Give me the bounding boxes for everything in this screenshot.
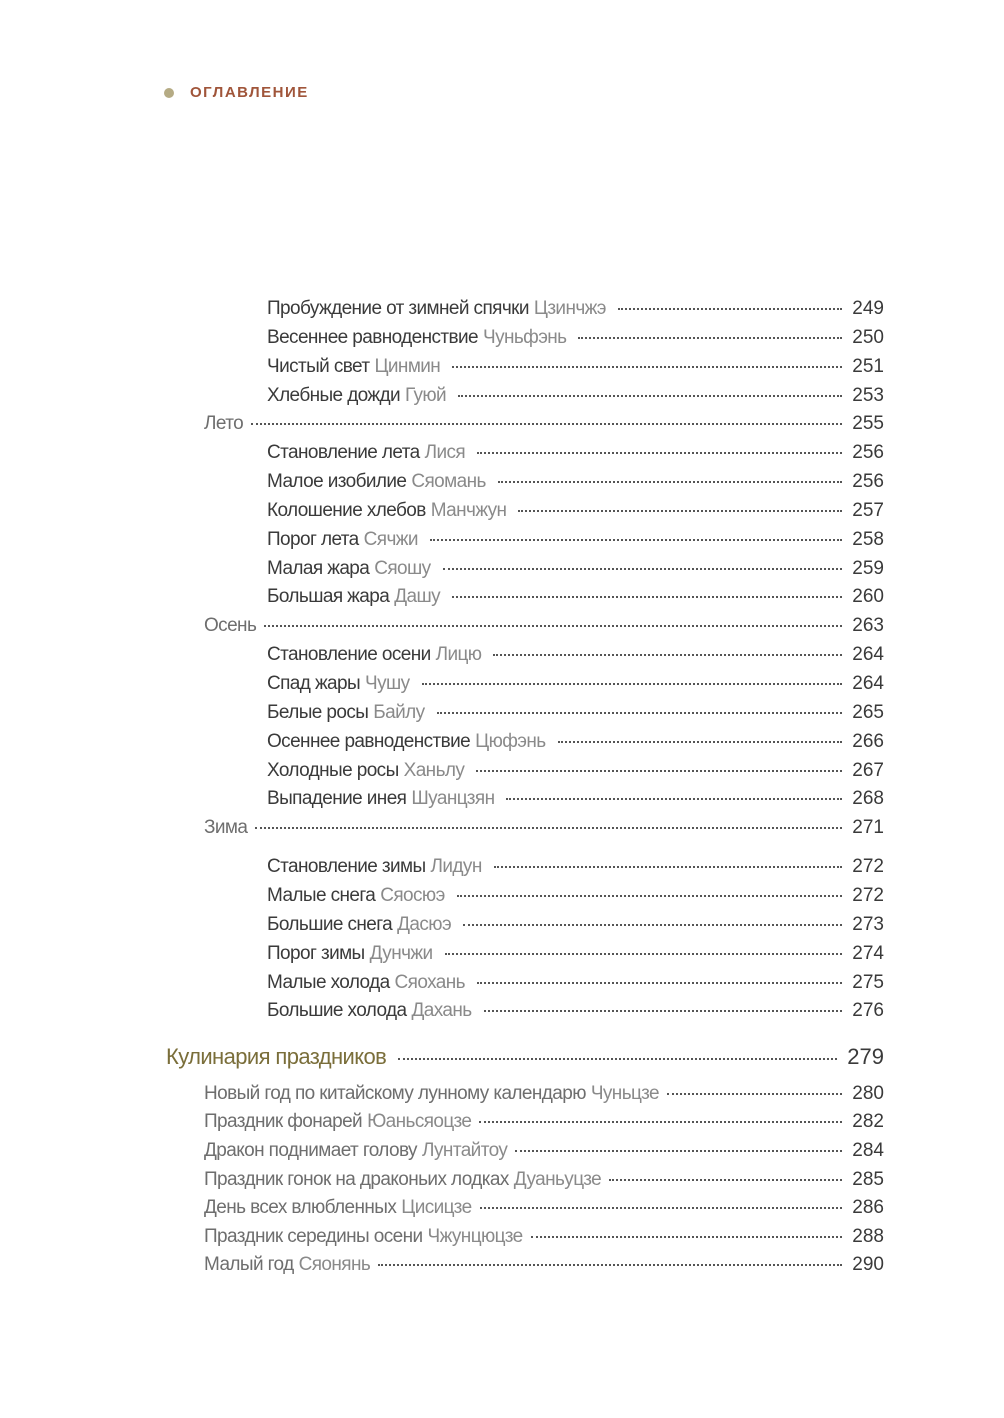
toc-page-number: 259	[852, 558, 884, 579]
toc-item[interactable]	[267, 913, 884, 937]
toc-page-number: 272	[852, 885, 884, 906]
toc-chapter[interactable]	[204, 1082, 884, 1106]
toc-entry-title: Выпадение инея	[267, 788, 407, 809]
toc-page-number: 256	[852, 442, 884, 463]
toc-entry-title: День всех влюбленных	[204, 1197, 397, 1218]
dot-leader	[479, 1121, 842, 1123]
toc-entry-title: Колошение хлебов	[267, 500, 426, 521]
toc-chapter[interactable]	[204, 1196, 884, 1220]
toc-entry-title: Дракон поднимает голову	[204, 1140, 417, 1161]
toc-item[interactable]	[267, 787, 884, 811]
toc-entry-pinyin: Дуаньуцзе	[513, 1169, 602, 1190]
toc-entry-pinyin: Гуюй	[405, 385, 447, 406]
dot-leader	[531, 1236, 843, 1238]
toc-item[interactable]	[267, 672, 884, 696]
dot-leader	[484, 1010, 843, 1012]
dot-leader	[457, 895, 843, 897]
toc-entry-pinyin: Цинмин	[374, 356, 441, 377]
toc-entry-pinyin: Сяошу	[374, 558, 431, 579]
toc-chapter[interactable]	[204, 1110, 884, 1134]
toc-page-number: 258	[852, 529, 884, 550]
toc-entry-pinyin: Дасюэ	[397, 914, 452, 935]
toc-item[interactable]	[267, 759, 884, 783]
toc-entry-title: Белые росы	[267, 702, 369, 723]
toc-entry-pinyin: Лидун	[430, 856, 482, 877]
toc-entry-title: Новый год по китайскому лунному календарю	[204, 1083, 586, 1104]
toc-entry-pinyin: Сяомань	[411, 471, 486, 492]
dot-leader	[463, 924, 842, 926]
toc-page-number: 249	[852, 298, 884, 319]
dot-leader	[477, 452, 842, 454]
toc-chapter[interactable]	[204, 1225, 884, 1249]
dot-leader	[255, 827, 842, 829]
toc-entry-pinyin: Сяосюэ	[380, 885, 445, 906]
toc-page-number: 267	[852, 760, 884, 781]
toc-page-number: 274	[852, 943, 884, 964]
toc-page-number: 290	[852, 1254, 884, 1275]
toc-chapter[interactable]	[204, 1139, 884, 1163]
toc-entry-pinyin: Дунчжи	[369, 943, 433, 964]
toc-chapter[interactable]	[204, 412, 884, 436]
dot-leader	[515, 1150, 842, 1152]
toc-entry-title: Холодные росы	[267, 760, 399, 781]
toc-entry-title: Хлебные дожди	[267, 385, 401, 406]
toc-entry-title: Осеннее равноденствие	[267, 731, 471, 752]
toc-entry-title: Чистый свет	[267, 356, 370, 377]
toc-page-number: 271	[852, 817, 884, 838]
toc-entry-title: Становление осени	[267, 644, 431, 665]
toc-entry-title: Порог зимы	[267, 943, 365, 964]
dot-leader	[458, 395, 842, 397]
toc-item[interactable]	[267, 384, 884, 408]
toc-entry-title: Становление лета	[267, 442, 420, 463]
toc-entry-pinyin: Шуанцзян	[411, 788, 495, 809]
bullet-icon	[164, 88, 174, 98]
toc-entry-title: Осень	[204, 615, 257, 636]
toc-page-number: 280	[852, 1083, 884, 1104]
toc-section[interactable]	[166, 1043, 884, 1071]
toc-entry-pinyin: Цзинчжэ	[533, 298, 606, 319]
toc-item[interactable]	[267, 297, 884, 321]
dot-leader	[494, 866, 843, 868]
toc-entry-title: Пробуждение от зимней спячки	[267, 298, 529, 319]
toc-page-number: 257	[852, 500, 884, 521]
dot-leader	[506, 798, 842, 800]
toc-chapter[interactable]	[204, 1168, 884, 1192]
toc-entry-pinyin: Сячжи	[363, 529, 418, 550]
toc-entry-title: Большие снега	[267, 914, 393, 935]
toc-item[interactable]	[267, 528, 884, 552]
toc-chapter[interactable]	[204, 614, 884, 638]
toc-item[interactable]	[267, 701, 884, 725]
toc-entry-title: Малая жара	[267, 558, 370, 579]
toc-page-number: 288	[852, 1226, 884, 1247]
toc-entry-pinyin: Чуньцзе	[590, 1083, 659, 1104]
toc-entry-title: Малые холода	[267, 972, 390, 993]
dot-leader	[437, 712, 843, 714]
toc-page-number: 268	[852, 788, 884, 809]
toc-entry-title: Большие холода	[267, 1000, 407, 1021]
toc-page-number: 250	[852, 327, 884, 348]
toc-item[interactable]	[267, 499, 884, 523]
toc-page-number: 272	[852, 856, 884, 877]
toc-entry-pinyin: Сяонянь	[298, 1254, 371, 1275]
dot-leader	[493, 654, 842, 656]
toc-page-number: 265	[852, 702, 884, 723]
toc-entry-pinyin: Лунтайтоу	[421, 1140, 508, 1161]
toc-item[interactable]	[267, 441, 884, 465]
toc-title: ОГЛАВЛЕНИЕ	[190, 84, 309, 101]
toc-item[interactable]	[267, 971, 884, 995]
toc-item[interactable]	[267, 730, 884, 754]
dot-leader	[251, 423, 842, 425]
toc-page-number: 275	[852, 972, 884, 993]
toc-entry-pinyin: Дахань	[411, 1000, 472, 1021]
toc-entry-title: Лето	[204, 413, 244, 434]
toc-page-number: 266	[852, 731, 884, 752]
toc-entry-pinyin: Ханьлу	[403, 760, 465, 781]
toc-header	[164, 84, 309, 101]
toc-item[interactable]	[267, 643, 884, 667]
dot-leader	[578, 337, 842, 339]
toc-page-number: 273	[852, 914, 884, 935]
toc-chapter[interactable]	[204, 1253, 884, 1277]
toc-item[interactable]	[267, 355, 884, 379]
toc-page-number: 276	[852, 1000, 884, 1021]
toc-chapter[interactable]	[204, 816, 884, 840]
toc-entry-title: Малое изобилие	[267, 471, 407, 492]
toc-entry-pinyin: Юаньсяоцзе	[367, 1111, 472, 1132]
toc-page-number: 251	[852, 356, 884, 377]
dot-leader	[452, 366, 842, 368]
toc-page-number: 284	[852, 1140, 884, 1161]
toc-page-number: 282	[852, 1111, 884, 1132]
dot-leader	[430, 539, 842, 541]
toc-entry-pinyin: Манчжун	[430, 500, 507, 521]
toc-item[interactable]	[267, 942, 884, 966]
toc-page-number: 285	[852, 1169, 884, 1190]
toc-entry-title: Кулинария праздников	[166, 1044, 387, 1069]
dot-leader	[480, 1207, 843, 1209]
toc-item[interactable]	[267, 855, 884, 879]
toc-entry-title: Становление зимы	[267, 856, 426, 877]
toc-entry-title: Порог лета	[267, 529, 359, 550]
dot-leader	[398, 1058, 837, 1060]
toc-entry-pinyin: Цисицзе	[401, 1197, 472, 1218]
toc-entry-pinyin: Чуньфэнь	[483, 327, 567, 348]
dot-leader	[422, 683, 843, 685]
toc-item[interactable]	[267, 999, 884, 1023]
toc-entry-pinyin: Байлу	[373, 702, 425, 723]
toc-item[interactable]	[267, 884, 884, 908]
dot-leader	[378, 1264, 842, 1266]
toc-page-number: 279	[847, 1044, 884, 1069]
dot-leader	[498, 481, 843, 483]
toc-item[interactable]	[267, 326, 884, 350]
dot-leader	[477, 982, 842, 984]
toc-page-number: 264	[852, 673, 884, 694]
toc-entry-pinyin: Лися	[424, 442, 466, 463]
dot-leader	[443, 568, 843, 570]
toc-page-number: 286	[852, 1197, 884, 1218]
toc-entry-pinyin: Чушу	[365, 673, 410, 694]
toc-entry-title: Зима	[204, 817, 248, 838]
toc-entry-pinyin: Дашу	[394, 586, 440, 607]
toc-entry-title: Малые снега	[267, 885, 376, 906]
toc-page-number: 255	[852, 413, 884, 434]
dot-leader	[667, 1093, 842, 1095]
toc-page-number: 263	[852, 615, 884, 636]
toc-entry-title: Праздник гонок на драконьих лодках	[204, 1169, 509, 1190]
toc-page-number: 260	[852, 586, 884, 607]
dot-leader	[609, 1179, 842, 1181]
dot-leader	[558, 741, 843, 743]
toc-entry-title: Праздник фонарей	[204, 1111, 363, 1132]
toc-entry-title: Весеннее равноденствие	[267, 327, 478, 348]
toc-entry-title: Спад жары	[267, 673, 361, 694]
toc-item[interactable]	[267, 585, 884, 609]
dot-leader	[476, 770, 842, 772]
toc-entry-pinyin: Сяохань	[394, 972, 465, 993]
dot-leader	[264, 625, 842, 627]
toc-entry-title: Большая жара	[267, 586, 390, 607]
dot-leader	[518, 510, 842, 512]
toc-item[interactable]	[267, 470, 884, 494]
toc-entry-title: Малый год	[204, 1254, 294, 1275]
dot-leader	[445, 953, 843, 955]
toc-item[interactable]	[267, 557, 884, 581]
dot-leader	[618, 308, 842, 310]
toc-page-number: 256	[852, 471, 884, 492]
toc-entry-pinyin: Лицю	[435, 644, 482, 665]
dot-leader	[452, 596, 842, 598]
toc-page-number: 253	[852, 385, 884, 406]
toc-page-number: 264	[852, 644, 884, 665]
toc-entry-pinyin: Цюфэнь	[475, 731, 546, 752]
toc-entry-pinyin: Чжунцюцзе	[427, 1226, 523, 1247]
toc-entry-title: Праздник середины осени	[204, 1226, 423, 1247]
